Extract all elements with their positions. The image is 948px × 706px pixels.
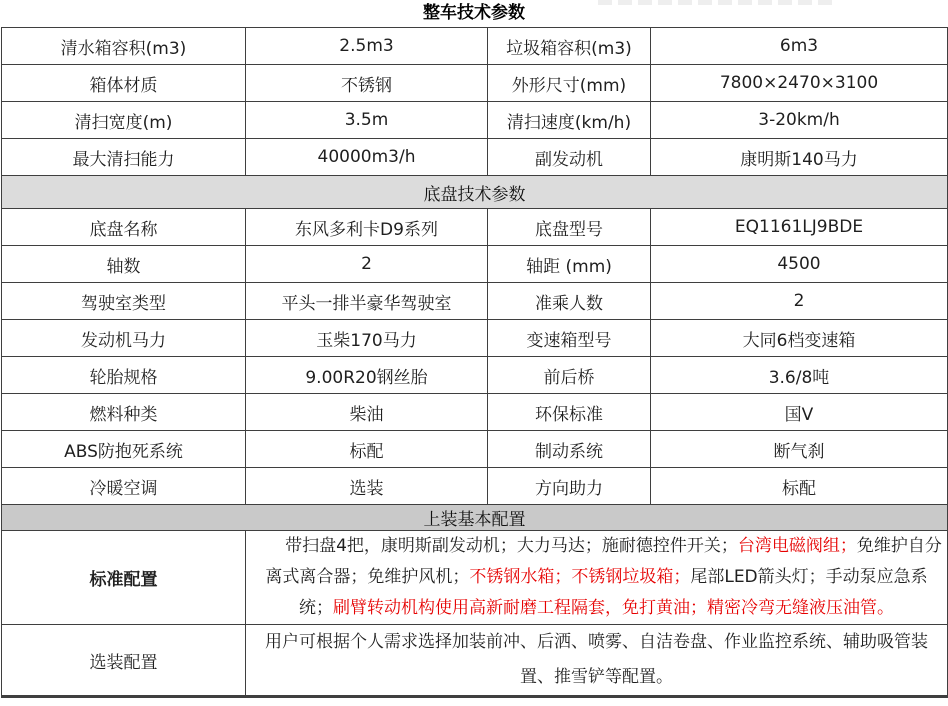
config-segment-highlight: 不锈钢水箱；不锈钢垃圾箱； bbox=[469, 567, 691, 587]
table-row bbox=[2, 394, 948, 431]
spec-value: 2 bbox=[651, 283, 948, 320]
page-title: 整车技术参数 bbox=[423, 3, 525, 23]
optional-config-label: 选装配置 bbox=[2, 625, 246, 697]
spec-label: 环保标准 bbox=[488, 394, 651, 431]
standard-config-text bbox=[246, 531, 948, 625]
table-row bbox=[2, 102, 948, 139]
config-segment: 尾部LED箭头灯；手动泵应急系统； bbox=[299, 567, 928, 618]
spec-label: 准乘人数 bbox=[488, 283, 651, 320]
spec-label: 发动机马力 bbox=[2, 320, 246, 357]
spec-value: 2 bbox=[246, 246, 488, 283]
spec-label: 冷暖空调 bbox=[2, 468, 246, 505]
spec-label: 清水箱容积(m3) bbox=[2, 28, 246, 65]
table-row bbox=[2, 209, 948, 246]
standard-config-row bbox=[2, 531, 948, 625]
section-header-upfit bbox=[2, 505, 948, 531]
spec-value: 选装 bbox=[246, 468, 488, 505]
config-segment: 免维护自分离式离合器；免维护风机； bbox=[265, 536, 942, 587]
spec-value: 断气刹 bbox=[651, 431, 948, 468]
spec-label: 最大清扫能力 bbox=[2, 139, 246, 176]
spec-label: 驾驶室类型 bbox=[2, 283, 246, 320]
spec-table bbox=[1, 27, 948, 698]
spec-label: 清扫宽度(m) bbox=[2, 102, 246, 139]
spec-label: 外形尺寸(mm) bbox=[488, 65, 651, 102]
config-segment-highlight: 刷臂转动机构使用高新耐磨工程隔套，免打黄油；精密冷弯无缝液压油管。 bbox=[333, 598, 894, 618]
spec-label: 轴数 bbox=[2, 246, 246, 283]
spec-value: 标配 bbox=[651, 468, 948, 505]
optional-config-row bbox=[2, 625, 948, 697]
section-header-label: 上装基本配置 bbox=[2, 505, 948, 531]
spec-label: 副发动机 bbox=[488, 139, 651, 176]
spec-value: 6m3 bbox=[651, 28, 948, 65]
spec-value: 7800×2470×3100 bbox=[651, 65, 948, 102]
spec-label: 变速箱型号 bbox=[488, 320, 651, 357]
spec-value: 4500 bbox=[651, 246, 948, 283]
spec-value: EQ1161LJ9BDE bbox=[651, 209, 948, 246]
spec-label: 轮胎规格 bbox=[2, 357, 246, 394]
spec-value: 平头一排半豪华驾驶室 bbox=[246, 283, 488, 320]
spec-label: 底盘名称 bbox=[2, 209, 246, 246]
config-segment-highlight: 台湾电磁阀组； bbox=[737, 536, 857, 556]
spec-label: 清扫速度(km/h) bbox=[488, 102, 651, 139]
spec-value: 40000m3/h bbox=[246, 139, 488, 176]
spec-value: 康明斯140马力 bbox=[651, 139, 948, 176]
section-header-chassis bbox=[2, 176, 948, 209]
spec-label: ABS防抱死系统 bbox=[2, 431, 246, 468]
table-row bbox=[2, 283, 948, 320]
spec-value: 国V bbox=[651, 394, 948, 431]
spec-value: 柴油 bbox=[246, 394, 488, 431]
cropped-text-remnant bbox=[598, 0, 834, 5]
spec-label: 前后桥 bbox=[488, 357, 651, 394]
table-row bbox=[2, 320, 948, 357]
table-row bbox=[2, 65, 948, 102]
spec-value: 东风多利卡D9系列 bbox=[246, 209, 488, 246]
standard-config-label: 标准配置 bbox=[2, 531, 246, 625]
table-row bbox=[2, 246, 948, 283]
table-row bbox=[2, 139, 948, 176]
table-row bbox=[2, 468, 948, 505]
config-segment: 带扫盘4把，康明斯副发动机；大力马达；施耐德控件开关； bbox=[285, 536, 738, 556]
spec-label: 轴距 (mm) bbox=[488, 246, 651, 283]
spec-label: 底盘型号 bbox=[488, 209, 651, 246]
spec-value: 3-20km/h bbox=[651, 102, 948, 139]
spec-value: 2.5m3 bbox=[246, 28, 488, 65]
standard-config-paragraph bbox=[250, 531, 943, 624]
table-row bbox=[2, 357, 948, 394]
spec-value: 3.6/8吨 bbox=[651, 357, 948, 394]
spec-value: 大同6档变速箱 bbox=[651, 320, 948, 357]
section-header-label: 底盘技术参数 bbox=[2, 176, 948, 209]
table-row bbox=[2, 431, 948, 468]
spec-label: 箱体材质 bbox=[2, 65, 246, 102]
spec-value: 9.00R20钢丝胎 bbox=[246, 357, 488, 394]
spec-label: 燃料种类 bbox=[2, 394, 246, 431]
spec-label: 垃圾箱容积(m3) bbox=[488, 28, 651, 65]
optional-config-text: 用户可根据个人需求选择加装前冲、后洒、喷雾、自洁卷盘、作业监控系统、辅助吸管装置、推雪铲等配置。 bbox=[246, 625, 948, 697]
spec-value: 不锈钢 bbox=[246, 65, 488, 102]
spec-value: 玉柴170马力 bbox=[246, 320, 488, 357]
spec-label: 制动系统 bbox=[488, 431, 651, 468]
spec-value: 标配 bbox=[246, 431, 488, 468]
spec-label: 方向助力 bbox=[488, 468, 651, 505]
spec-value: 3.5m bbox=[246, 102, 488, 139]
table-row bbox=[2, 28, 948, 65]
